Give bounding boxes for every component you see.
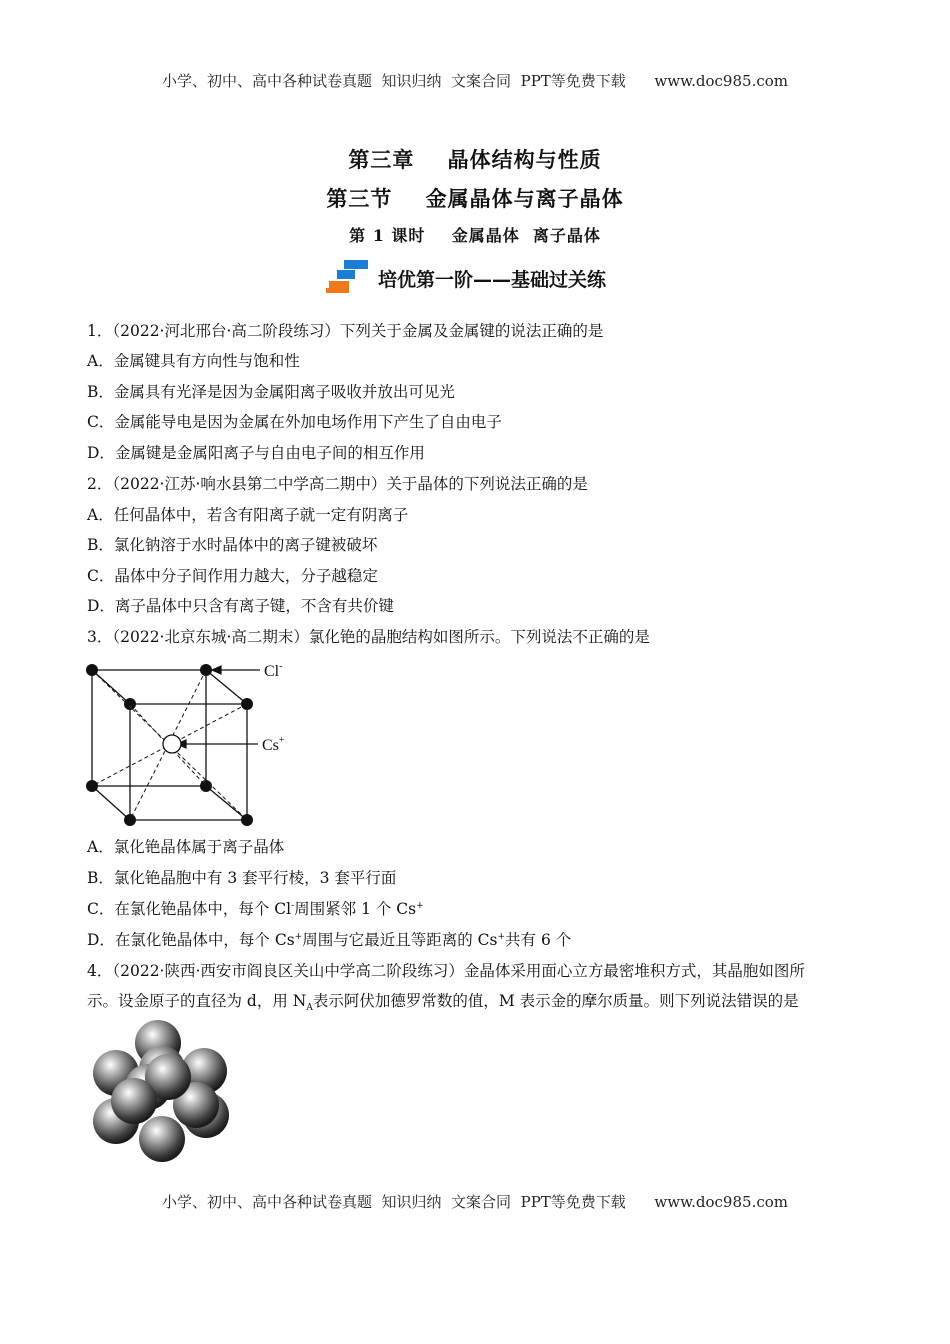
banner-text: 培优第一阶——基础过关练 (378, 268, 607, 291)
q1-option-d: D．金属键是金属阳离子与自由电子间的相互作用 (87, 444, 425, 462)
q2-stem: 2．（2022·江苏·响水县第二中学高二期中）关于晶体的下列说法正确的是 (87, 475, 588, 493)
cscl-unit-cell-figure (80, 658, 320, 830)
section-title: 第三节 金属晶体与离子晶体 (326, 186, 624, 211)
practice-banner (326, 258, 606, 298)
q1-stem: 1．（2022·河北邢台·高二阶段练习）下列关于金属及金属键的说法正确的是 (87, 322, 604, 340)
gold-fcc-packing-figure (86, 1015, 246, 1170)
lesson-title: 第 1 课时 金属晶体 离子晶体 (349, 226, 601, 245)
q2-option-b: B．氯化钠溶于水时晶体中的离子键被破坏 (87, 536, 378, 554)
q2-option-d: D．离子晶体中只含有离子键，不含有共价键 (87, 597, 394, 615)
stairs-icon (326, 260, 370, 296)
q2-option-c: C．晶体中分子间作用力越大，分子越稳定 (87, 567, 378, 585)
q1-option-a: A．金属键具有方向性与饱和性 (87, 352, 300, 370)
q3-option-d: D．在氯化铯晶体中，每个 Cs+周围与它最近且等距离的 Cs+共有 6 个 (87, 931, 572, 949)
q4-stem-line2: 示。设金原子的直径为 d，用 $N_A$表示阿伏加德罗常数的值，M 表示金的摩尔质量。则下列说法错误的是 (87, 992, 799, 1014)
svg-text:Cl-: Cl- (264, 661, 283, 680)
q4-stem-line1: 4．（2022·陕西·西安市阎良区关山中学高二阶段练习）金晶体采用面心立方最密堆积方式，其晶胞如图所 (87, 962, 805, 980)
q1-option-c: C．金属能导电是因为金属在外加电场作用下产生了自由电子 (87, 413, 502, 431)
page-header: 小学、初中、高中各种试卷真题 知识归纳 文案合同 PPT等免费下载 www.doc985.com (161, 72, 788, 90)
svg-text:Cs+: Cs+ (262, 735, 285, 754)
page-footer: 小学、初中、高中各种试卷真题 知识归纳 文案合同 PPT等免费下载 www.doc985.com (161, 1193, 788, 1211)
chapter-title: 第三章 晶体结构与性质 (348, 147, 602, 172)
q2-option-a: A．任何晶体中，若含有阳离子就一定有阴离子 (87, 506, 409, 524)
q1-option-b: B．金属具有光泽是因为金属阳离子吸收并放出可见光 (87, 383, 455, 401)
q3-option-c: C．在氯化铯晶体中，每个 Cl-周围紧邻 1 个 Cs+ (87, 900, 424, 918)
q3-option-a: A．氯化铯晶体属于离子晶体 (87, 838, 285, 856)
q3-stem: 3．（2022·北京东城·高二期末）氯化铯的晶胞结构如图所示。下列说法不正确的是 (87, 628, 650, 646)
q3-option-b: B．氯化铯晶胞中有 3 套平行棱，3 套平行面 (87, 869, 397, 887)
